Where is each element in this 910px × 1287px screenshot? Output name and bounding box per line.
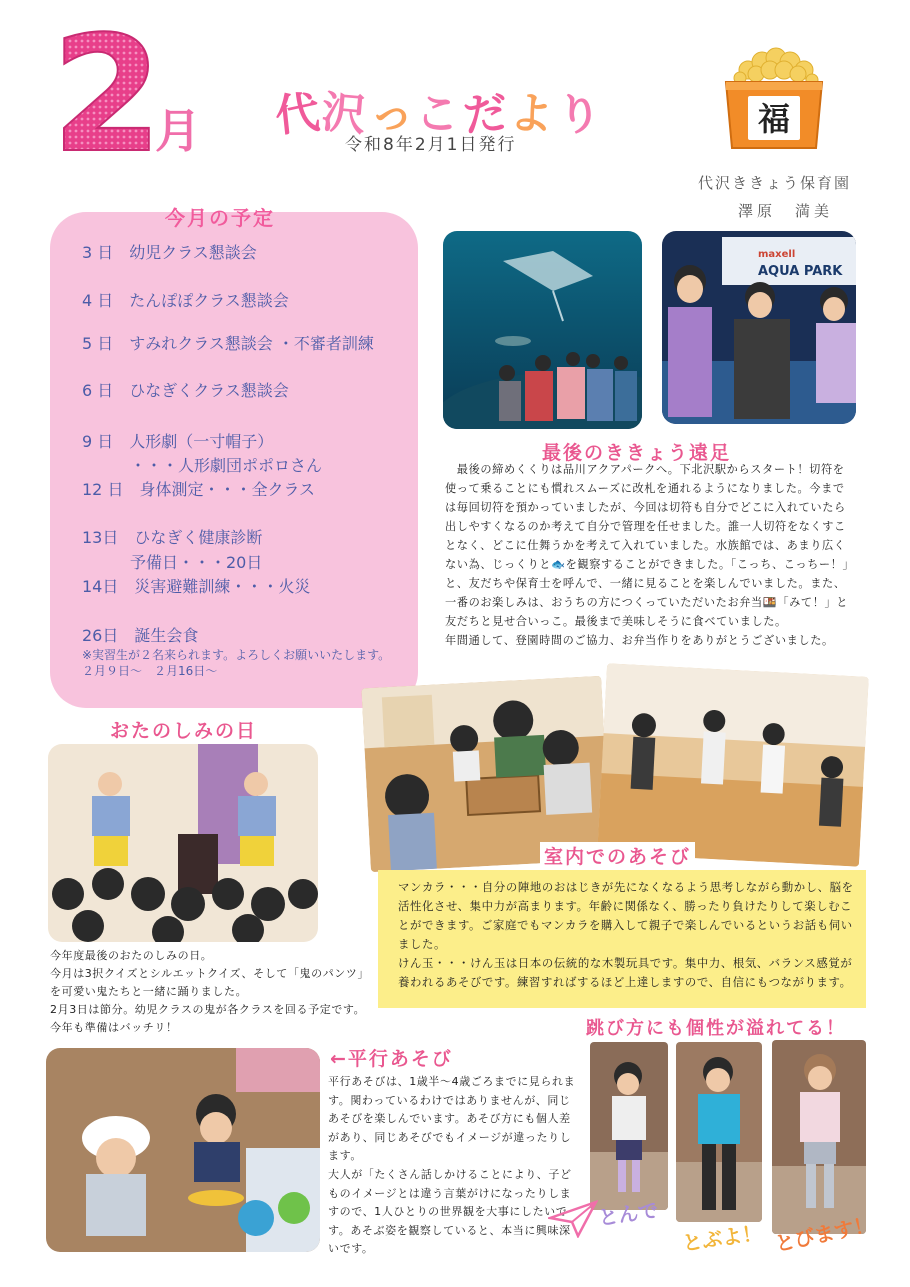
month-number-graphic [55, 20, 160, 160]
jump-photo-2 [676, 1042, 762, 1222]
sandbox-photo [46, 1048, 320, 1252]
schedule-item: 4 日 たんぽぽクラス懇談会 [82, 291, 289, 310]
jump-label-3: とびます！ [772, 1211, 876, 1257]
school-name: 代沢ききょう保育園 [698, 174, 852, 192]
parallel-paragraph: 平行あそびは、1歳半～4歳ごろまでに見られます。関わっているわけではありませんが、同じあそびを楽しんでいます。あそび方にも個人差があり、同じあそびでもイメージが違ったりします。 [328, 1075, 576, 1163]
title-char: よ [507, 87, 559, 142]
jump-photo-3 [772, 1040, 866, 1234]
month-number: 2 [55, 20, 160, 160]
fun-day-paragraph: 2月3日は節分。幼児クラスの鬼が各クラスを回る予定です。今年も準備はバッチリ！ [50, 1003, 366, 1034]
teacher-name: 澤原 満美 [738, 202, 834, 220]
excursion-paragraph: 年間通して、登園時間のご協力、お弁当作りをありがとうございました。 [445, 634, 834, 647]
jump-label-2: とぶよ！ [680, 1220, 764, 1256]
kendama-photo [597, 663, 869, 866]
indoor-text [398, 878, 854, 992]
schedule-item: 26日 誕生会食 [82, 626, 199, 645]
schedule-item: 9 日 人形劇（一寸帽子） [82, 432, 274, 451]
schedule-item: 5 日 すみれクラス懇談会 ・不審者訓練 [82, 334, 374, 353]
aquarium-photo [443, 231, 642, 429]
title-char: り [554, 86, 608, 143]
excursion-heading: 最後のききょう遠足 [542, 442, 732, 464]
indoor-heading: 室内でのあそび [540, 842, 695, 869]
title-char: 沢 [319, 87, 371, 142]
schedule-note: ※実習生が２名来られます。よろしくお願いいたします。 [82, 648, 391, 662]
issue-date: 令和8年2月1日発行 [345, 135, 517, 155]
fun-day-heading: おたのしみの日 [110, 720, 258, 742]
jump-heading: 跳び方にも個性が溢れてる！ [586, 1018, 846, 1039]
aqua-park-photo [662, 231, 856, 424]
month-char: 月 [155, 104, 201, 158]
fuku-masu-illustration [718, 30, 830, 160]
title-char: だ [460, 86, 514, 143]
indoor-paragraph: マンカラ・・・自分の陣地のおはじきが先になくなるよう思考しながら動かし、脳を活性化させ、集中力が高まります。年齢に関係なく、勝ったり負けたりして楽しむことができます。ご家庭でもマンカラを購入して親子で楽しんでいるというお話も伺いました。 [398, 880, 854, 951]
fun-day-paragraph: 今月は3択クイズとシルエットクイズ、そして「鬼のパンツ」を可愛い鬼たちと一緒に踊りました。 [50, 967, 364, 998]
schedule-item: ・・・人形劇団ポポロさん [82, 456, 323, 475]
schedule-title: 今月の予定 [165, 206, 275, 230]
fun-day-photo [48, 744, 318, 942]
schedule-item: 6 日 ひなぎくクラス懇談会 [82, 381, 289, 400]
excursion-paragraph: 最後の締めくくりは品川アクアパークへ。下北沢駅からスタート！切符を使って乗ることにも慣れスムーズに改札を通れるようになりました。今までは毎回切符を預かっていましたが、今回は切符も自分でどこに入れていたら出しやすくなるのか考えて自分で管理を任せました。誰一人切符をなくすことなく、どこに仕舞うかを考えて入れていました。水族館では、あまり広くない為、じっくりと🐟を観察することができました。「こっち、こっちー！」と、友だちや保育士を呼んで、一緒に見ることを楽しんでいました。また、一番のお楽しみは、おうちの方につくっていただいたお弁当🍱「みて！」と友だちと見せ合いっこ。最後まで美味しそうに食べていました。 [445, 463, 855, 628]
parallel-paragraph: 大人が「たくさん話しかけることにより、子どものイメージとは違う言葉がけになったりしますので、1人ひとりの世界観を大事にしたいです。あそぶ姿を観察していると、本当に興味深いです。 [328, 1167, 572, 1256]
title-char: 代 [272, 86, 326, 143]
fun-day-paragraph: 今年度最後のおたのしみの日。 [50, 949, 213, 962]
svg-text:maxell: maxell [758, 249, 796, 260]
excursion-text [445, 460, 855, 650]
schedule-item: 12 日 身体測定・・・全クラス [82, 480, 315, 499]
title-char: こ [413, 87, 465, 142]
schedule-item: 14日 災害避難訓練・・・火災 [82, 577, 311, 596]
parallel-text [328, 1073, 580, 1259]
title-char: っ [366, 86, 420, 143]
indoor-paragraph: けん玉・・・けん玉は日本の伝統的な木製玩具です。集中力、根気、バランス感覚が養われるあそびです。練習すればするほど上達しますので、自信にもつながります。 [398, 956, 853, 989]
fuku-char: 福 [757, 100, 791, 138]
jump-photo-1 [590, 1042, 668, 1210]
svg-text:AQUA PARK: AQUA PARK [758, 264, 843, 279]
parallel-heading: ←平行あそび [330, 1048, 453, 1070]
jump-label-1: とんで [596, 1197, 660, 1231]
fun-day-text [50, 947, 368, 1037]
jump-paper-plane-icon [548, 1198, 598, 1245]
schedule-item: 3 日 幼児クラス懇談会 [82, 243, 257, 262]
schedule-note: ２月９日～ ２月16日～ [82, 664, 218, 678]
schedule-item: 13日 ひなぎく健康診断 [82, 528, 263, 547]
schedule-item: 予備日・・・20日 [82, 553, 263, 572]
